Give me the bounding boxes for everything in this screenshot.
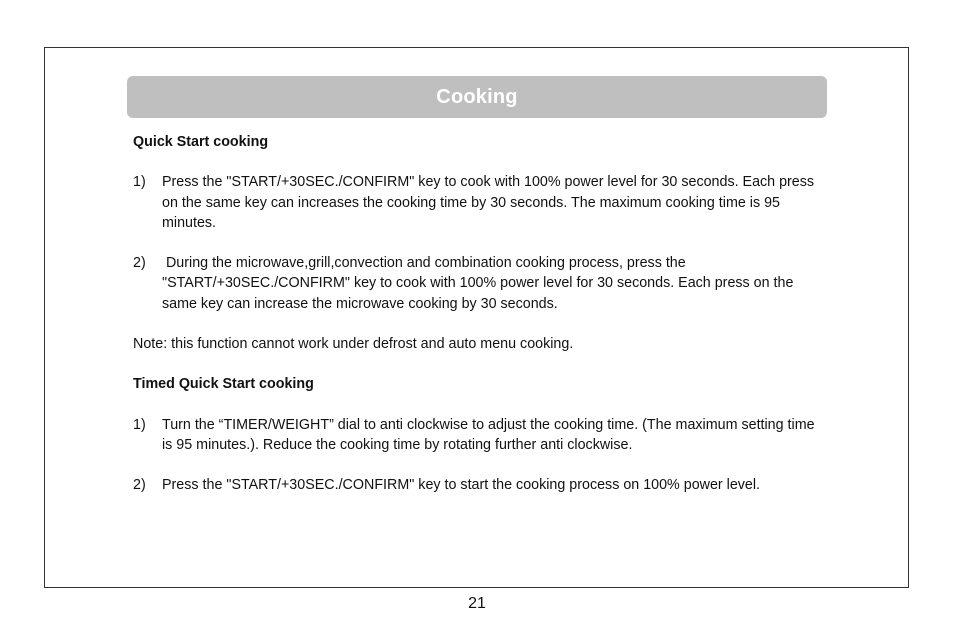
section-title: Cooking	[436, 85, 518, 108]
page-number: 21	[468, 595, 486, 612]
item-text: Press the "START/+30SEC./CONFIRM" key to cook with 100% power level for 30 seconds. Each press on the same key can increases the cooking time by 30 seconds. The maximum cooking time is 95 minutes.	[162, 174, 819, 231]
section-title-bar	[127, 76, 827, 118]
manual-content	[133, 132, 823, 496]
timed-quick-start-item-1	[133, 415, 823, 455]
quick-start-item-1	[133, 172, 823, 233]
item-text: During the microwave,grill,convection and combination cooking process, press the "START/+30SEC./CONFIRM" key to cook with 100% power level for 30 seconds. Each press on the same key can increase the microwave cooking by 30 seconds.	[162, 255, 798, 312]
item-number: 2)	[133, 477, 146, 494]
quick-start-note: Note: this function cannot work under defrost and auto menu cooking.	[133, 335, 574, 352]
item-number: 1)	[133, 174, 146, 191]
item-text: Press the "START/+30SEC./CONFIRM" key to start the cooking process on 100% power level.	[162, 477, 761, 494]
item-number: 1)	[133, 416, 146, 433]
quick-start-heading: Quick Start cooking	[133, 134, 269, 150]
timed-quick-start-item-2	[133, 475, 823, 495]
quick-start-item-2	[133, 253, 823, 314]
item-number: 2)	[133, 255, 146, 272]
item-text: Turn the “TIMER/WEIGHT” dial to anti clockwise to adjust the cooking time. (The maximum setting time is 95 minutes.). Reduce the cooking time by rotating further anti clockwise.	[162, 416, 815, 453]
timed-quick-start-heading: Timed Quick Start cooking	[133, 376, 314, 393]
